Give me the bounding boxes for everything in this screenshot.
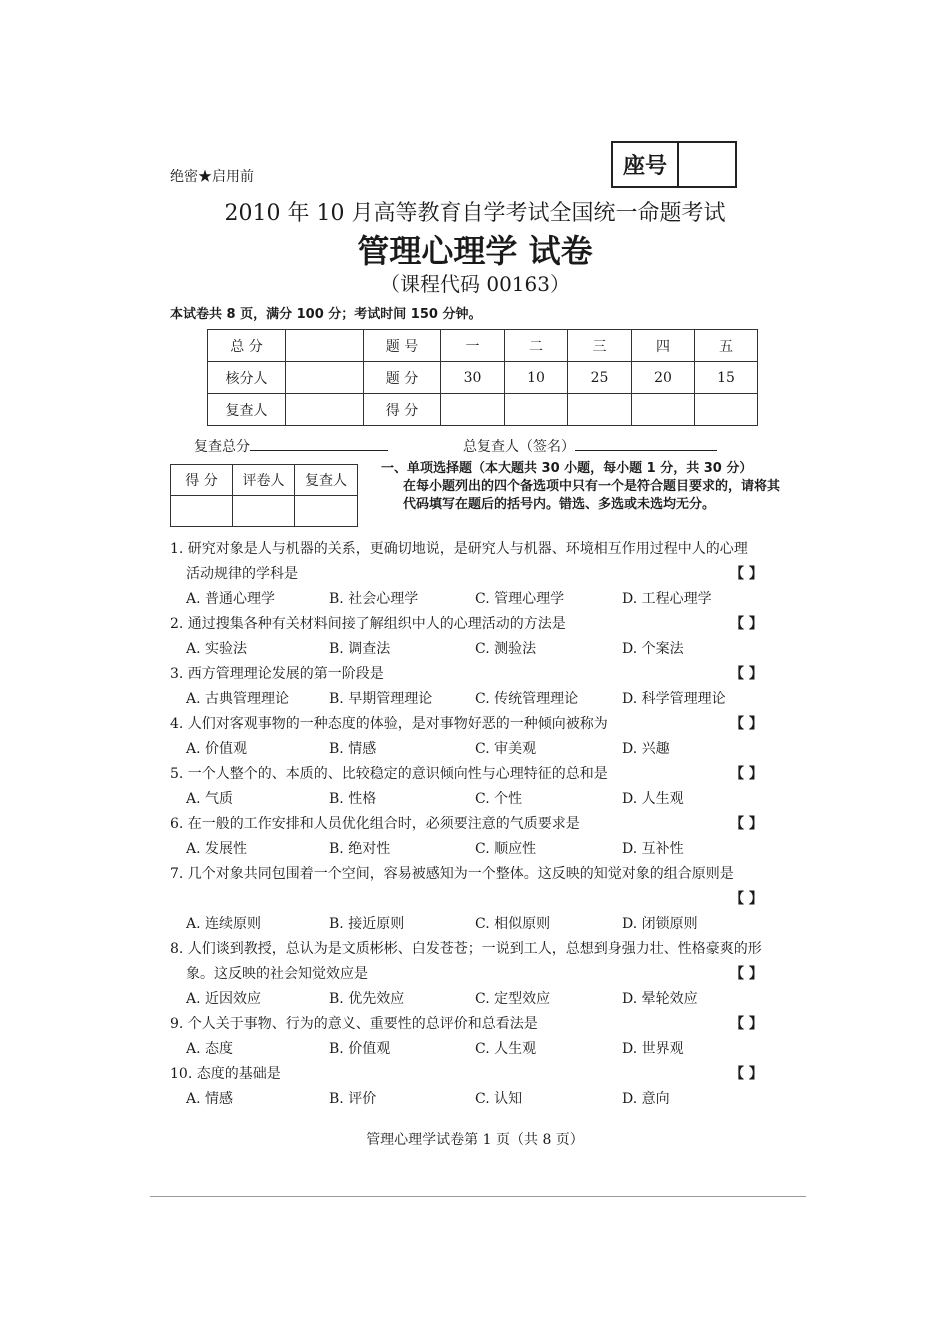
seat-number-field[interactable] xyxy=(679,143,735,186)
review-total-line xyxy=(194,436,388,456)
question-score-label: 题 分 xyxy=(364,362,441,394)
grade-grader-cell xyxy=(233,496,295,527)
question-no-label: 题 号 xyxy=(364,330,441,362)
answer-option: A. 近因效应 xyxy=(186,991,262,1007)
obtained-cell xyxy=(568,394,632,426)
answer-option: C. 个性 xyxy=(475,791,523,807)
answer-option: B. 绝对性 xyxy=(329,841,391,857)
seat-number-label: 座号 xyxy=(613,143,679,186)
column-header: 一 xyxy=(441,330,505,362)
chief-reviewer-blank[interactable] xyxy=(575,438,717,451)
grade-reviewer-cell xyxy=(295,496,358,527)
answer-option: B. 评价 xyxy=(329,1091,377,1107)
answer-option: C. 顺应性 xyxy=(475,841,537,857)
answer-option: D. 互补性 xyxy=(622,841,684,857)
answer-bracket[interactable]: 【 】 xyxy=(730,816,763,832)
answer-option: D. 兴趣 xyxy=(622,741,670,757)
grade-score-cell xyxy=(171,496,233,527)
answer-bracket[interactable]: 【 】 xyxy=(730,716,763,732)
obtained-cell xyxy=(505,394,568,426)
answer-bracket[interactable]: 【 】 xyxy=(730,766,763,782)
points-cell: 30 xyxy=(441,362,505,394)
question-stem: 象。这反映的社会知觉效应是 xyxy=(186,966,368,982)
points-cell: 15 xyxy=(695,362,758,394)
page-footer: 管理心理学试卷第 1 页（共 8 页） xyxy=(366,1132,584,1148)
question-stem: 活动规律的学科是 xyxy=(186,566,298,582)
points-cell: 10 xyxy=(505,362,568,394)
answer-bracket[interactable]: 【 】 xyxy=(730,1016,763,1032)
answer-option: D. 科学管理理论 xyxy=(622,691,726,707)
answer-option: D. 个案法 xyxy=(622,641,684,657)
answer-option: B. 调查法 xyxy=(329,641,391,657)
seat-number-box xyxy=(611,141,737,188)
answer-option: C. 相似原则 xyxy=(475,916,551,932)
obtained-cell xyxy=(441,394,505,426)
answer-option: A. 发展性 xyxy=(186,841,248,857)
section-instructions: 在每小题列出的四个备选项中只有一个是符合题目要求的，请将其代码填写在题后的括号内。错选、多选或未选均无分。 xyxy=(403,479,781,512)
answer-option: B. 接近原则 xyxy=(329,916,405,932)
question-stem: 10. 态度的基础是 xyxy=(170,1066,281,1082)
answer-option: C. 定型效应 xyxy=(475,991,551,1007)
points-cell: 20 xyxy=(632,362,695,394)
total-score-cell xyxy=(286,330,364,362)
answer-option: A. 态度 xyxy=(186,1041,234,1057)
question-stem: 9. 个人关于事物、行为的意义、重要性的总评价和总看法是 xyxy=(170,1016,538,1032)
question-stem: 2. 通过搜集各种有关材料间接了解组织中人的心理活动的方法是 xyxy=(170,616,566,632)
answer-option: C. 认知 xyxy=(475,1091,523,1107)
answer-bracket[interactable]: 【 】 xyxy=(730,891,763,907)
answer-bracket[interactable]: 【 】 xyxy=(730,666,763,682)
chief-reviewer-line xyxy=(463,436,717,456)
question-stem: 5. 一个人整个的、本质的、比较稳定的意识倾向性与心理特征的总和是 xyxy=(170,766,608,782)
reviewer-cell xyxy=(286,394,364,426)
column-header: 三 xyxy=(568,330,632,362)
answer-option: C. 审美观 xyxy=(475,741,537,757)
review-total-blank[interactable] xyxy=(250,438,388,451)
answer-bracket[interactable]: 【 】 xyxy=(730,616,763,632)
answer-option: A. 实验法 xyxy=(186,641,248,657)
total-score-label: 总 分 xyxy=(208,330,286,362)
course-code: （课程代码 00163） xyxy=(380,272,570,296)
answer-option: D. 人生观 xyxy=(622,791,684,807)
paper-title: 管理心理学 试卷 xyxy=(357,232,593,270)
exam-title: 2010 年 10 月高等教育自学考试全国统一命题考试 xyxy=(224,201,726,226)
answer-option: A. 古典管理理论 xyxy=(186,691,290,707)
answer-option: A. 价值观 xyxy=(186,741,248,757)
question-stem: 1. 研究对象是人与机器的关系，更确切地说，是研究人与机器、环境相互作用过程中人的心理 xyxy=(170,541,748,557)
question-stem: 6. 在一般的工作安排和人员优化组合时，必须要注意的气质要求是 xyxy=(170,816,580,832)
obtained-cell xyxy=(632,394,695,426)
answer-option: D. 世界观 xyxy=(622,1041,684,1057)
grading-box xyxy=(170,464,358,527)
answer-option: A. 普通心理学 xyxy=(186,591,276,607)
column-header: 五 xyxy=(695,330,758,362)
answer-option: B. 早期管理理论 xyxy=(329,691,433,707)
question-stem: 4. 人们对客观事物的一种态度的体验，是对事物好恶的一种倾向被称为 xyxy=(170,716,608,732)
chief-reviewer-label: 总复查人（签名） xyxy=(463,439,575,455)
checker-label: 核分人 xyxy=(208,362,286,394)
answer-option: D. 闭锁原则 xyxy=(622,916,698,932)
score-table xyxy=(207,329,758,426)
review-total-label: 复查总分 xyxy=(194,439,250,455)
answer-option: D. 晕轮效应 xyxy=(622,991,698,1007)
checker-cell xyxy=(286,362,364,394)
answer-bracket[interactable]: 【 】 xyxy=(730,966,763,982)
section-heading xyxy=(381,460,789,514)
reviewer-label: 复查人 xyxy=(208,394,286,426)
answer-option: A. 连续原则 xyxy=(186,916,262,932)
grade-reviewer-label: 复查人 xyxy=(295,465,358,496)
answer-option: C. 测验法 xyxy=(475,641,537,657)
confidential-label: 绝密★启用前 xyxy=(170,169,254,185)
question-stem: 7. 几个对象共同包围着一个空间，容易被感知为一个整体。这反映的知觉对象的组合原则是 xyxy=(170,866,734,882)
answer-option: A. 情感 xyxy=(186,1091,234,1107)
answer-option: B. 社会心理学 xyxy=(329,591,419,607)
exam-info: 本试卷共 8 页，满分 100 分；考试时间 150 分钟。 xyxy=(170,307,482,322)
points-cell: 25 xyxy=(568,362,632,394)
column-header: 四 xyxy=(632,330,695,362)
obtained-cell xyxy=(695,394,758,426)
answer-option: C. 管理心理学 xyxy=(475,591,565,607)
grade-score-label: 得 分 xyxy=(171,465,233,496)
answer-bracket[interactable]: 【 】 xyxy=(730,1066,763,1082)
answer-option: A. 气质 xyxy=(186,791,234,807)
answer-option: D. 意向 xyxy=(622,1091,670,1107)
column-header: 二 xyxy=(505,330,568,362)
answer-option: B. 情感 xyxy=(329,741,377,757)
answer-option: D. 工程心理学 xyxy=(622,591,712,607)
answer-option: B. 性格 xyxy=(329,791,377,807)
question-stem: 3. 西方管理理论发展的第一阶段是 xyxy=(170,666,384,682)
answer-option: C. 传统管理理论 xyxy=(475,691,579,707)
answer-bracket[interactable]: 【 】 xyxy=(730,566,763,582)
bottom-rule xyxy=(150,1196,806,1197)
grade-grader-label: 评卷人 xyxy=(233,465,295,496)
question-stem: 8. 人们谈到教授，总认为是文质彬彬、白发苍苍；一说到工人，总想到身强力壮、性格豪爽的形 xyxy=(170,941,762,957)
answer-option: C. 人生观 xyxy=(475,1041,537,1057)
section-title: 一、单项选择题（本大题共 30 小题，每小题 1 分，共 30 分） xyxy=(381,461,753,476)
answer-option: B. 优先效应 xyxy=(329,991,405,1007)
answer-option: B. 价值观 xyxy=(329,1041,391,1057)
obtained-label: 得 分 xyxy=(364,394,441,426)
